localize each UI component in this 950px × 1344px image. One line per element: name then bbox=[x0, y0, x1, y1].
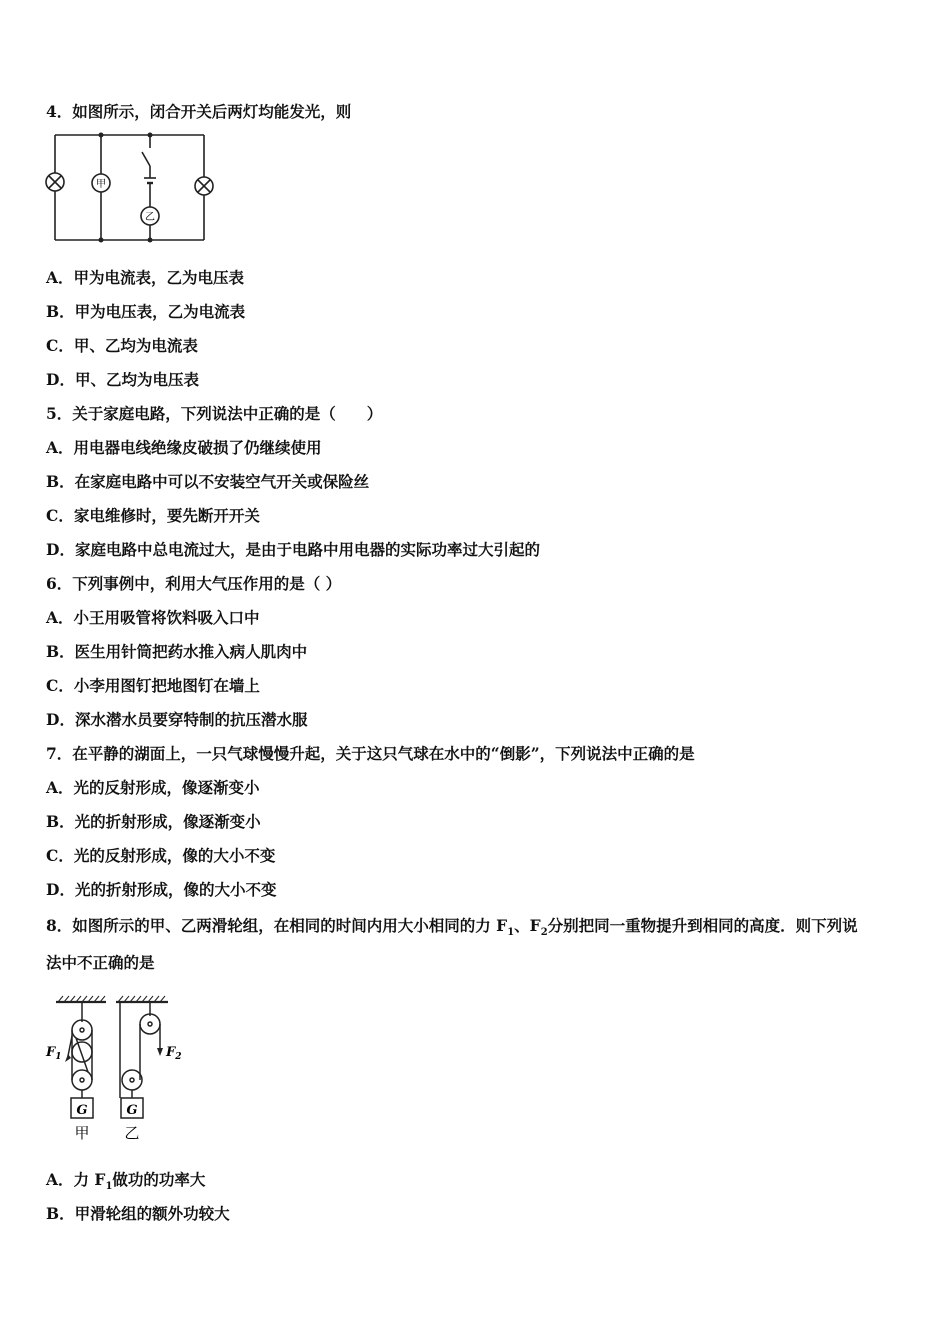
q7-option-c[interactable]: C．光的反射形成，像的大小不变 bbox=[46, 846, 276, 865]
force-f2-label: $F_2$ bbox=[166, 1045, 182, 1062]
q8-option-b[interactable]: B．甲滑轮组的额外功较大 bbox=[46, 1204, 230, 1223]
q5-option-c[interactable]: C．家电维修时，要先断开开关 bbox=[46, 506, 260, 525]
figure-label-b: 乙 bbox=[124, 1124, 140, 1142]
q8-option-a[interactable]: A．力 $F_1$做功的功率大 bbox=[46, 1170, 206, 1193]
q6-option-b[interactable]: B．医生用针筒把药水推入病人肌肉中 bbox=[46, 642, 308, 661]
q5-option-a[interactable]: A．用电器电线绝缘皮破损了仍继续使用 bbox=[46, 438, 322, 457]
q5-stem: 5．关于家庭电路，下列说法中正确的是（ ） bbox=[46, 404, 383, 423]
q5-option-b[interactable]: B．在家庭电路中可以不安装空气开关或保险丝 bbox=[46, 472, 370, 491]
figure-label-a: 甲 bbox=[74, 1124, 90, 1142]
q4-option-d[interactable]: D．甲、乙均为电压表 bbox=[46, 370, 199, 389]
q4-circuit-diagram bbox=[40, 128, 220, 248]
q6-option-a[interactable]: A．小王用吸管将饮料吸入口中 bbox=[46, 608, 260, 627]
meter-b-label: 乙 bbox=[145, 212, 155, 223]
q7-stem: 7．在平静的湖面上，一只气球慢慢升起，关于这只气球在水中的“倒影”，下列说法中正确的是 bbox=[46, 744, 695, 763]
q4-option-b[interactable]: B．甲为电压表，乙为电流表 bbox=[46, 302, 246, 321]
q8-stem-line2: 法中不正确的是 bbox=[46, 953, 155, 972]
force-f1-label: $F_1$ bbox=[46, 1045, 62, 1062]
q7-option-b[interactable]: B．光的折射形成，像逐渐变小 bbox=[46, 812, 261, 831]
q4-option-a[interactable]: A．甲为电流表，乙为电压表 bbox=[46, 268, 245, 287]
weight-a-label: G bbox=[76, 1103, 88, 1118]
q4-stem: 4．如图所示，闭合开关后两灯均能发光，则 bbox=[46, 102, 352, 121]
q7-option-a[interactable]: A．光的反射形成，像逐渐变小 bbox=[46, 778, 260, 797]
q7-option-d[interactable]: D．光的折射形成，像的大小不变 bbox=[46, 880, 277, 899]
q6-stem: 6．下列事例中，利用大气压作用的是（ ） bbox=[46, 574, 342, 593]
q4-option-c[interactable]: C．甲、乙均为电流表 bbox=[46, 336, 198, 355]
q8-stem: 8．如图所示的甲、乙两滑轮组，在相同的时间内用大小相同的力 $F_1$、$F_2$分别把同一重物提升到相同的高度．则下列说 bbox=[46, 916, 858, 939]
q8-pulley-diagram bbox=[40, 992, 200, 1144]
weight-b-label: G bbox=[126, 1103, 138, 1118]
q6-option-d[interactable]: D．深水潜水员要穿特制的抗压潜水服 bbox=[46, 710, 308, 729]
q5-option-d[interactable]: D．家庭电路中总电流过大，是由于电路中用电器的实际功率过大引起的 bbox=[46, 540, 540, 559]
meter-a-label: 甲 bbox=[96, 179, 106, 190]
q6-option-c[interactable]: C．小李用图钉把地图钉在墙上 bbox=[46, 676, 260, 695]
